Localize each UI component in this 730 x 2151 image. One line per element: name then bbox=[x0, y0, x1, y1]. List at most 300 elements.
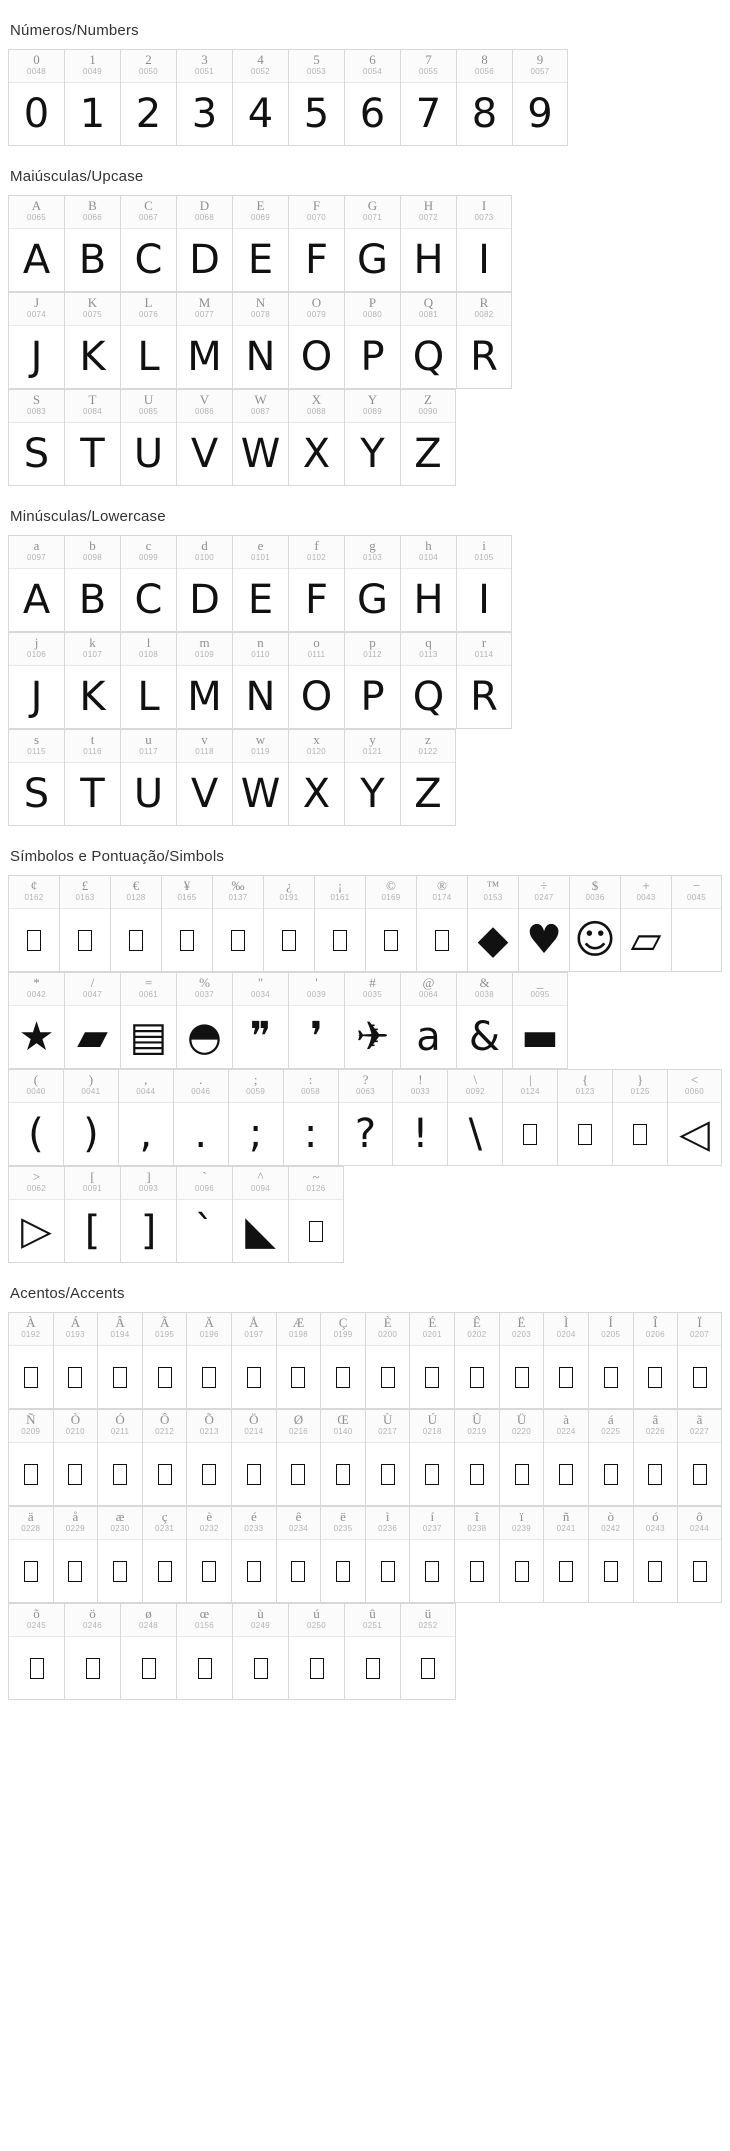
glyph-character: Ë bbox=[517, 1315, 526, 1330]
glyph-header bbox=[65, 973, 120, 1006]
glyph-cell[interactable] bbox=[588, 1409, 633, 1506]
glyph-cell[interactable] bbox=[409, 1506, 454, 1603]
glyph-shape: ◁ bbox=[679, 1111, 710, 1157]
glyph-code: 0239 bbox=[512, 1524, 531, 1533]
glyph-shape bbox=[282, 930, 296, 951]
glyph-cell[interactable] bbox=[8, 632, 64, 729]
glyph-cell[interactable] bbox=[110, 875, 161, 972]
glyph-code: 0123 bbox=[575, 1087, 595, 1096]
glyph-character: ( bbox=[33, 1072, 39, 1087]
glyph-code: 0091 bbox=[83, 1184, 102, 1193]
glyph-cell[interactable] bbox=[447, 1069, 502, 1166]
glyph-cell[interactable] bbox=[288, 292, 344, 389]
glyph-cell[interactable] bbox=[288, 1603, 344, 1700]
glyph-cell[interactable] bbox=[176, 972, 232, 1069]
glyph-cell[interactable] bbox=[288, 972, 344, 1069]
glyph-cell[interactable] bbox=[612, 1069, 667, 1166]
glyph-preview bbox=[289, 229, 344, 291]
glyph-preview bbox=[65, 1200, 120, 1262]
glyph-preview bbox=[410, 1346, 454, 1408]
glyph-cell[interactable] bbox=[338, 1069, 393, 1166]
glyph-preview bbox=[544, 1443, 588, 1505]
glyph-preview bbox=[558, 1103, 612, 1165]
glyph-code: 0109 bbox=[195, 650, 214, 659]
glyph-cell[interactable] bbox=[400, 535, 456, 632]
glyph-cell[interactable] bbox=[365, 875, 416, 972]
glyph-code: 0207 bbox=[690, 1330, 710, 1339]
glyph-cell[interactable] bbox=[232, 729, 288, 826]
glyph-header bbox=[289, 1604, 344, 1637]
glyph-preview bbox=[177, 1637, 232, 1699]
glyph-cell[interactable] bbox=[502, 1069, 557, 1166]
glyph-code: 0203 bbox=[512, 1330, 531, 1339]
glyph-header bbox=[289, 730, 344, 763]
glyph-cell[interactable] bbox=[677, 1312, 722, 1409]
glyph-header bbox=[232, 1410, 276, 1443]
glyph-cell[interactable] bbox=[8, 1409, 53, 1506]
glyph-cell[interactable] bbox=[231, 1312, 276, 1409]
glyph-cell[interactable] bbox=[120, 49, 176, 146]
glyph-cell[interactable] bbox=[120, 535, 176, 632]
glyph-character: P bbox=[368, 295, 377, 310]
glyph-cell[interactable] bbox=[344, 389, 400, 486]
glyph-cell[interactable] bbox=[543, 1506, 588, 1603]
glyph-cell[interactable] bbox=[456, 195, 512, 292]
glyph-cell[interactable] bbox=[64, 972, 120, 1069]
glyph-cell[interactable] bbox=[400, 632, 456, 729]
glyph-cell[interactable] bbox=[176, 729, 232, 826]
glyph-cell[interactable] bbox=[569, 875, 620, 972]
glyph-cell[interactable] bbox=[176, 632, 232, 729]
glyph-character: ? bbox=[362, 1072, 369, 1087]
glyph-cell[interactable] bbox=[176, 389, 232, 486]
glyph-cell[interactable] bbox=[400, 729, 456, 826]
glyph-cell[interactable] bbox=[161, 875, 212, 972]
glyph-shape: ? bbox=[354, 1111, 377, 1157]
glyph-preview bbox=[121, 229, 176, 291]
glyph-cell[interactable] bbox=[97, 1409, 142, 1506]
glyph-code: 0210 bbox=[65, 1427, 85, 1436]
glyph-header bbox=[233, 50, 288, 83]
glyph-code: 0104 bbox=[419, 553, 438, 562]
glyph-cell[interactable] bbox=[456, 535, 512, 632]
glyph-cell[interactable] bbox=[400, 972, 456, 1069]
glyph-cell[interactable] bbox=[8, 1506, 53, 1603]
glyph-code: 0054 bbox=[363, 67, 382, 76]
glyph-header bbox=[174, 1070, 228, 1103]
glyph-shape bbox=[515, 1561, 529, 1582]
glyph-cell[interactable] bbox=[64, 49, 120, 146]
glyph-preview bbox=[417, 909, 467, 971]
glyph-cell[interactable] bbox=[512, 49, 568, 146]
glyph-cell[interactable] bbox=[344, 1603, 400, 1700]
glyph-code: 0069 bbox=[251, 213, 270, 222]
glyph-character: C bbox=[144, 198, 153, 213]
glyph-cell[interactable] bbox=[176, 535, 232, 632]
glyph-character: ! bbox=[418, 1072, 423, 1087]
glyph-cell[interactable] bbox=[173, 1069, 228, 1166]
glyph-cell[interactable] bbox=[64, 729, 120, 826]
glyph-preview bbox=[233, 763, 288, 825]
glyph-character: â bbox=[652, 1412, 659, 1427]
glyph-shape bbox=[198, 1658, 212, 1679]
glyph-cell[interactable] bbox=[633, 1409, 678, 1506]
glyph-cell[interactable] bbox=[53, 1312, 98, 1409]
glyph-shape bbox=[24, 1367, 38, 1388]
glyph-cell[interactable] bbox=[320, 1506, 365, 1603]
glyph-preview bbox=[143, 1540, 187, 1602]
glyph-header bbox=[233, 390, 288, 423]
glyph-character: − bbox=[692, 878, 701, 893]
glyph-cell[interactable] bbox=[454, 1312, 499, 1409]
glyph-code: 0057 bbox=[530, 67, 550, 76]
glyph-preview bbox=[233, 1200, 288, 1262]
glyph-cell[interactable] bbox=[120, 1166, 176, 1263]
glyph-cell[interactable] bbox=[176, 1603, 232, 1700]
glyph-cell[interactable] bbox=[232, 292, 288, 389]
glyph-code: 0196 bbox=[199, 1330, 219, 1339]
glyph-cell[interactable] bbox=[633, 1312, 678, 1409]
glyph-cell[interactable] bbox=[344, 292, 400, 389]
glyph-code: 0073 bbox=[474, 213, 494, 222]
glyph-cell[interactable] bbox=[228, 1069, 283, 1166]
glyph-cell[interactable] bbox=[142, 1409, 187, 1506]
glyph-header bbox=[98, 1507, 142, 1540]
glyph-cell[interactable] bbox=[400, 195, 456, 292]
glyph-code: 0038 bbox=[475, 990, 494, 999]
glyph-cell[interactable] bbox=[8, 1603, 64, 1700]
glyph-cell[interactable] bbox=[288, 195, 344, 292]
glyph-cell[interactable] bbox=[120, 292, 176, 389]
glyph-preview bbox=[457, 83, 512, 145]
glyph-cell[interactable] bbox=[176, 49, 232, 146]
glyph-character: 0 bbox=[33, 52, 40, 67]
glyph-cell[interactable] bbox=[276, 1409, 321, 1506]
glyph-header bbox=[9, 196, 64, 229]
glyph-preview bbox=[177, 763, 232, 825]
glyph-cell[interactable] bbox=[454, 1506, 499, 1603]
glyph-character: Z bbox=[424, 392, 432, 407]
glyph-character: É bbox=[428, 1315, 437, 1330]
glyph-cell[interactable] bbox=[176, 1166, 232, 1263]
glyph-row bbox=[8, 1312, 722, 1409]
glyph-cell[interactable] bbox=[400, 292, 456, 389]
glyph-shape: ❞ bbox=[249, 1014, 272, 1060]
glyph-cell[interactable] bbox=[588, 1506, 633, 1603]
glyph-cell[interactable] bbox=[671, 875, 722, 972]
glyph-cell[interactable] bbox=[231, 1506, 276, 1603]
glyph-header bbox=[9, 1167, 64, 1200]
glyph-cell[interactable] bbox=[416, 875, 467, 972]
glyph-header bbox=[321, 1410, 365, 1443]
glyph-cell[interactable] bbox=[212, 875, 263, 972]
glyph-cell[interactable] bbox=[543, 1312, 588, 1409]
glyph-cell[interactable] bbox=[288, 1166, 344, 1263]
glyph-shape: ✈ bbox=[355, 1014, 390, 1060]
glyph-character: l bbox=[146, 635, 151, 650]
glyph-header bbox=[9, 390, 64, 423]
glyph-cell[interactable] bbox=[314, 875, 365, 972]
glyph-character: € bbox=[132, 878, 140, 893]
glyph-cell[interactable] bbox=[64, 632, 120, 729]
glyph-cell[interactable] bbox=[231, 1409, 276, 1506]
glyph-cell[interactable] bbox=[64, 1166, 120, 1263]
glyph-cell[interactable] bbox=[588, 1312, 633, 1409]
glyph-row bbox=[8, 292, 722, 389]
glyph-cell[interactable] bbox=[288, 632, 344, 729]
glyph-cell[interactable] bbox=[620, 875, 671, 972]
glyph-code: 0081 bbox=[419, 310, 438, 319]
glyph-shape bbox=[113, 1464, 127, 1485]
glyph-cell[interactable] bbox=[64, 1603, 120, 1700]
glyph-preview bbox=[9, 1540, 53, 1602]
glyph-header bbox=[401, 293, 456, 326]
glyph-cell[interactable] bbox=[499, 1409, 544, 1506]
glyph-cell[interactable] bbox=[365, 1409, 410, 1506]
glyph-header bbox=[455, 1313, 499, 1346]
glyph-character: I bbox=[481, 198, 487, 213]
glyph-shape: P bbox=[360, 334, 385, 380]
glyph-cell[interactable] bbox=[8, 389, 64, 486]
glyph-cell[interactable] bbox=[633, 1506, 678, 1603]
glyph-code: 0072 bbox=[419, 213, 438, 222]
glyph-character: J bbox=[33, 295, 40, 310]
glyph-shape: T bbox=[80, 771, 105, 817]
glyph-cell[interactable] bbox=[53, 1409, 98, 1506]
glyph-cell[interactable] bbox=[543, 1409, 588, 1506]
glyph-code: 0037 bbox=[195, 990, 214, 999]
glyph-cell[interactable] bbox=[456, 632, 512, 729]
glyph-character: k bbox=[89, 635, 96, 650]
glyph-code: 0086 bbox=[195, 407, 214, 416]
glyph-code: 0115 bbox=[27, 747, 46, 756]
glyph-cell[interactable] bbox=[467, 875, 518, 972]
glyph-code: 0083 bbox=[27, 407, 46, 416]
glyph-cell[interactable] bbox=[400, 49, 456, 146]
glyph-cell[interactable] bbox=[8, 729, 64, 826]
glyph-cell[interactable] bbox=[186, 1312, 231, 1409]
glyph-cell[interactable] bbox=[142, 1312, 187, 1409]
glyph-cell[interactable] bbox=[400, 1603, 456, 1700]
glyph-shape: : bbox=[303, 1111, 318, 1157]
glyph-cell[interactable] bbox=[344, 49, 400, 146]
glyph-character: 1 bbox=[89, 52, 96, 67]
glyph-cell[interactable] bbox=[677, 1409, 722, 1506]
glyph-header bbox=[9, 536, 64, 569]
glyph-cell[interactable] bbox=[8, 875, 59, 972]
glyph-cell[interactable] bbox=[97, 1506, 142, 1603]
glyph-preview bbox=[401, 666, 456, 728]
glyph-cell[interactable] bbox=[409, 1312, 454, 1409]
glyph-cell[interactable] bbox=[8, 1069, 63, 1166]
glyph-cell[interactable] bbox=[344, 632, 400, 729]
glyph-cell[interactable] bbox=[288, 49, 344, 146]
glyph-cell[interactable] bbox=[97, 1312, 142, 1409]
glyph-shape: F bbox=[304, 237, 328, 283]
glyph-cell[interactable] bbox=[176, 292, 232, 389]
glyph-code: 0052 bbox=[251, 67, 270, 76]
glyph-shape: J bbox=[30, 334, 43, 380]
glyph-cell[interactable] bbox=[64, 195, 120, 292]
glyph-code: 0036 bbox=[585, 893, 605, 902]
glyph-cell[interactable] bbox=[8, 1312, 53, 1409]
glyph-cell[interactable] bbox=[232, 972, 288, 1069]
glyph-cell[interactable] bbox=[263, 875, 314, 972]
glyph-cell[interactable] bbox=[283, 1069, 338, 1166]
glyph-preview bbox=[455, 1540, 499, 1602]
glyph-code: 0251 bbox=[363, 1621, 382, 1630]
glyph-cell[interactable] bbox=[400, 389, 456, 486]
glyph-cell[interactable] bbox=[120, 389, 176, 486]
glyph-cell[interactable] bbox=[512, 972, 568, 1069]
glyph-cell[interactable] bbox=[63, 1069, 118, 1166]
glyph-header bbox=[410, 1507, 454, 1540]
glyph-code: 0241 bbox=[556, 1524, 576, 1533]
glyph-code: 0204 bbox=[556, 1330, 576, 1339]
glyph-shape: N bbox=[245, 674, 276, 720]
glyph-preview bbox=[289, 763, 344, 825]
glyph-character: ò bbox=[607, 1509, 614, 1524]
glyph-cell[interactable] bbox=[454, 1409, 499, 1506]
glyph-preview bbox=[503, 1103, 557, 1165]
glyph-shape: G bbox=[357, 237, 388, 283]
glyph-cell[interactable] bbox=[142, 1506, 187, 1603]
glyph-cell[interactable] bbox=[232, 195, 288, 292]
glyph-character: 7 bbox=[425, 52, 432, 67]
glyph-shape bbox=[247, 1367, 261, 1388]
glyph-shape: ` bbox=[194, 1208, 215, 1254]
glyph-preview bbox=[289, 326, 344, 388]
glyph-cell[interactable] bbox=[344, 729, 400, 826]
glyph-header bbox=[345, 973, 400, 1006]
glyph-cell[interactable] bbox=[677, 1506, 722, 1603]
glyph-shape: ; bbox=[248, 1111, 263, 1157]
glyph-code: 0110 bbox=[251, 650, 270, 659]
glyph-shape: 6 bbox=[359, 91, 386, 137]
glyph-cell[interactable] bbox=[186, 1506, 231, 1603]
glyph-header bbox=[177, 390, 232, 423]
glyph-cell[interactable] bbox=[8, 972, 64, 1069]
glyph-code: 0056 bbox=[475, 67, 494, 76]
glyph-cell[interactable] bbox=[344, 972, 400, 1069]
glyph-cell[interactable] bbox=[499, 1506, 544, 1603]
glyph-character: ê bbox=[295, 1509, 302, 1524]
glyph-cell[interactable] bbox=[365, 1506, 410, 1603]
glyph-cell[interactable] bbox=[120, 729, 176, 826]
glyph-character: : bbox=[308, 1072, 313, 1087]
glyph-preview bbox=[401, 1637, 455, 1699]
glyph-code: 0080 bbox=[363, 310, 382, 319]
glyph-cell[interactable] bbox=[118, 1069, 173, 1166]
glyph-cell[interactable] bbox=[499, 1312, 544, 1409]
glyph-cell[interactable] bbox=[232, 1603, 288, 1700]
glyph-cell[interactable] bbox=[186, 1409, 231, 1506]
glyph-cell[interactable] bbox=[456, 292, 512, 389]
glyph-cell[interactable] bbox=[276, 1312, 321, 1409]
glyph-cell[interactable] bbox=[120, 1603, 176, 1700]
glyph-cell[interactable] bbox=[344, 535, 400, 632]
glyph-cell[interactable] bbox=[53, 1506, 98, 1603]
glyph-shape bbox=[202, 1561, 216, 1582]
glyph-preview bbox=[321, 1540, 365, 1602]
glyph-code: 0201 bbox=[422, 1330, 442, 1339]
glyph-cell[interactable] bbox=[518, 875, 569, 972]
glyph-cell[interactable] bbox=[320, 1312, 365, 1409]
glyph-code: 0066 bbox=[83, 213, 102, 222]
glyph-cell[interactable] bbox=[456, 49, 512, 146]
glyph-header bbox=[401, 390, 455, 423]
glyph-header bbox=[177, 973, 232, 1006]
glyph-cell[interactable] bbox=[8, 49, 64, 146]
glyph-shape: B bbox=[78, 237, 107, 283]
glyph-cell[interactable] bbox=[365, 1312, 410, 1409]
glyph-cell[interactable] bbox=[288, 389, 344, 486]
glyph-header bbox=[229, 1070, 283, 1103]
glyph-character: r bbox=[481, 635, 487, 650]
glyph-header bbox=[277, 1313, 321, 1346]
glyph-header bbox=[544, 1410, 588, 1443]
glyph-cell[interactable] bbox=[120, 195, 176, 292]
glyph-cell[interactable] bbox=[120, 972, 176, 1069]
glyph-cell[interactable] bbox=[8, 1166, 64, 1263]
glyph-character: > bbox=[32, 1169, 41, 1184]
glyph-header bbox=[277, 1410, 321, 1443]
glyph-code: 0121 bbox=[363, 747, 382, 756]
glyph-header bbox=[65, 730, 120, 763]
glyph-shape: ◆ bbox=[477, 917, 509, 963]
glyph-character: d bbox=[201, 538, 208, 553]
glyph-cell[interactable] bbox=[288, 535, 344, 632]
glyph-cell[interactable] bbox=[64, 292, 120, 389]
glyph-cell[interactable] bbox=[232, 49, 288, 146]
glyph-row bbox=[8, 972, 722, 1069]
glyph-cell[interactable] bbox=[288, 729, 344, 826]
glyph-cell[interactable] bbox=[456, 972, 512, 1069]
glyph-cell[interactable] bbox=[176, 195, 232, 292]
glyph-cell[interactable] bbox=[64, 389, 120, 486]
glyph-cell[interactable] bbox=[409, 1409, 454, 1506]
glyph-cell[interactable] bbox=[8, 195, 64, 292]
glyph-shape: 0 bbox=[23, 91, 50, 137]
glyph-shape bbox=[68, 1367, 82, 1388]
glyph-cell[interactable] bbox=[232, 1166, 288, 1263]
glyph-cell[interactable] bbox=[276, 1506, 321, 1603]
glyph-preview bbox=[54, 1443, 98, 1505]
glyph-header bbox=[119, 1070, 173, 1103]
glyph-character: Á bbox=[70, 1315, 81, 1330]
glyph-header bbox=[345, 633, 400, 666]
glyph-cell[interactable] bbox=[557, 1069, 612, 1166]
glyph-cell[interactable] bbox=[344, 195, 400, 292]
glyph-code: 0165 bbox=[177, 893, 197, 902]
glyph-cell[interactable] bbox=[232, 632, 288, 729]
glyph-cell[interactable] bbox=[59, 875, 110, 972]
glyph-preview bbox=[9, 1006, 64, 1068]
glyph-cell[interactable] bbox=[120, 632, 176, 729]
glyph-character: g bbox=[369, 538, 376, 553]
glyph-header bbox=[401, 50, 456, 83]
glyph-cell[interactable] bbox=[320, 1409, 365, 1506]
glyph-cell[interactable] bbox=[392, 1069, 447, 1166]
glyph-cell[interactable] bbox=[232, 535, 288, 632]
glyph-character: ` bbox=[202, 1169, 207, 1184]
glyph-cell[interactable] bbox=[232, 389, 288, 486]
glyph-header bbox=[345, 536, 400, 569]
glyph-cell[interactable] bbox=[64, 535, 120, 632]
glyph-cell[interactable] bbox=[667, 1069, 722, 1166]
glyph-cell[interactable] bbox=[8, 292, 64, 389]
glyph-cell[interactable] bbox=[8, 535, 64, 632]
